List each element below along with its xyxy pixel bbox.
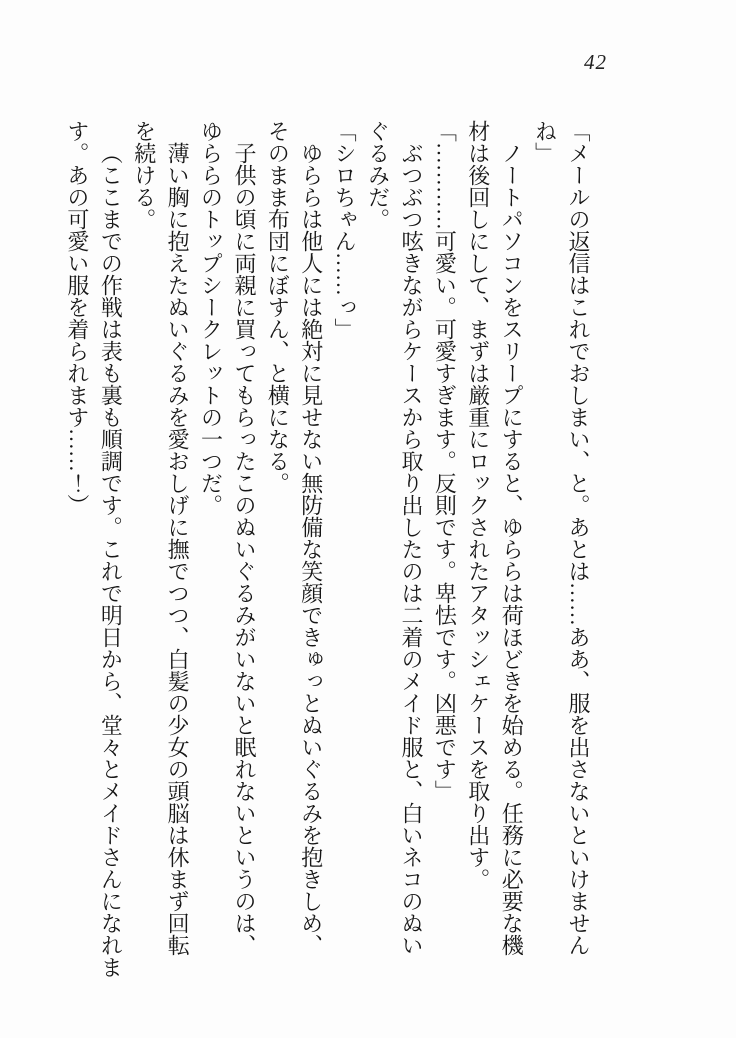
text-line: ぶつぶつ呟きながらケースから取り出したのは二着のメイド服と、白いネコのぬい [398,142,424,956]
page-text [61,120,596,978]
text-line: （ここまでの作戦は表も裏も順調です。これで明日から、堂々とメイドさんになれま [98,142,124,978]
text-line: す。あの可愛い服を着られます……！） [64,120,90,516]
text-line: ね」 [532,120,558,164]
text-line: ゆららは他人には絶対に見せない無防備な笑顔できゅっとぬいぐるみを抱きしめ、 [298,142,324,956]
text-line: 「シロちゃん……っ」 [332,120,358,340]
text-line: 「メールの返信はこれでおしまい、と。あとは……ああ、服を出さないといけません [566,120,591,956]
text-line: 「…………可愛い。可愛すぎます。反則です。卑怯です。凶悪です」 [432,120,458,802]
text-line: 子供の頃に両親に買ってもらったこのぬいぐるみがいないと眠れないというのは、 [231,142,257,956]
text-line: ぐるみだ。 [365,120,391,230]
text-line: 材は後回しにして、まずは厳重にロックされたアタッシェケースを取り出す。 [465,120,491,890]
text-line: を続ける。 [131,120,157,230]
text-line: 薄い胸に抱えたぬいぐるみを愛おしげに撫でつつ、白髪の少女の頭脳は休まず回転 [165,142,191,956]
text-line: そのまま布団にぼすん、と横になる。 [265,120,291,494]
text-line: ゆららのトップシークレットの一つだ。 [198,120,224,516]
page-number: 42 [584,50,607,74]
text-line: ノートパソコンをスリープにすると、ゆららは荷ほどきを始める。任務に必要な機 [499,142,525,956]
